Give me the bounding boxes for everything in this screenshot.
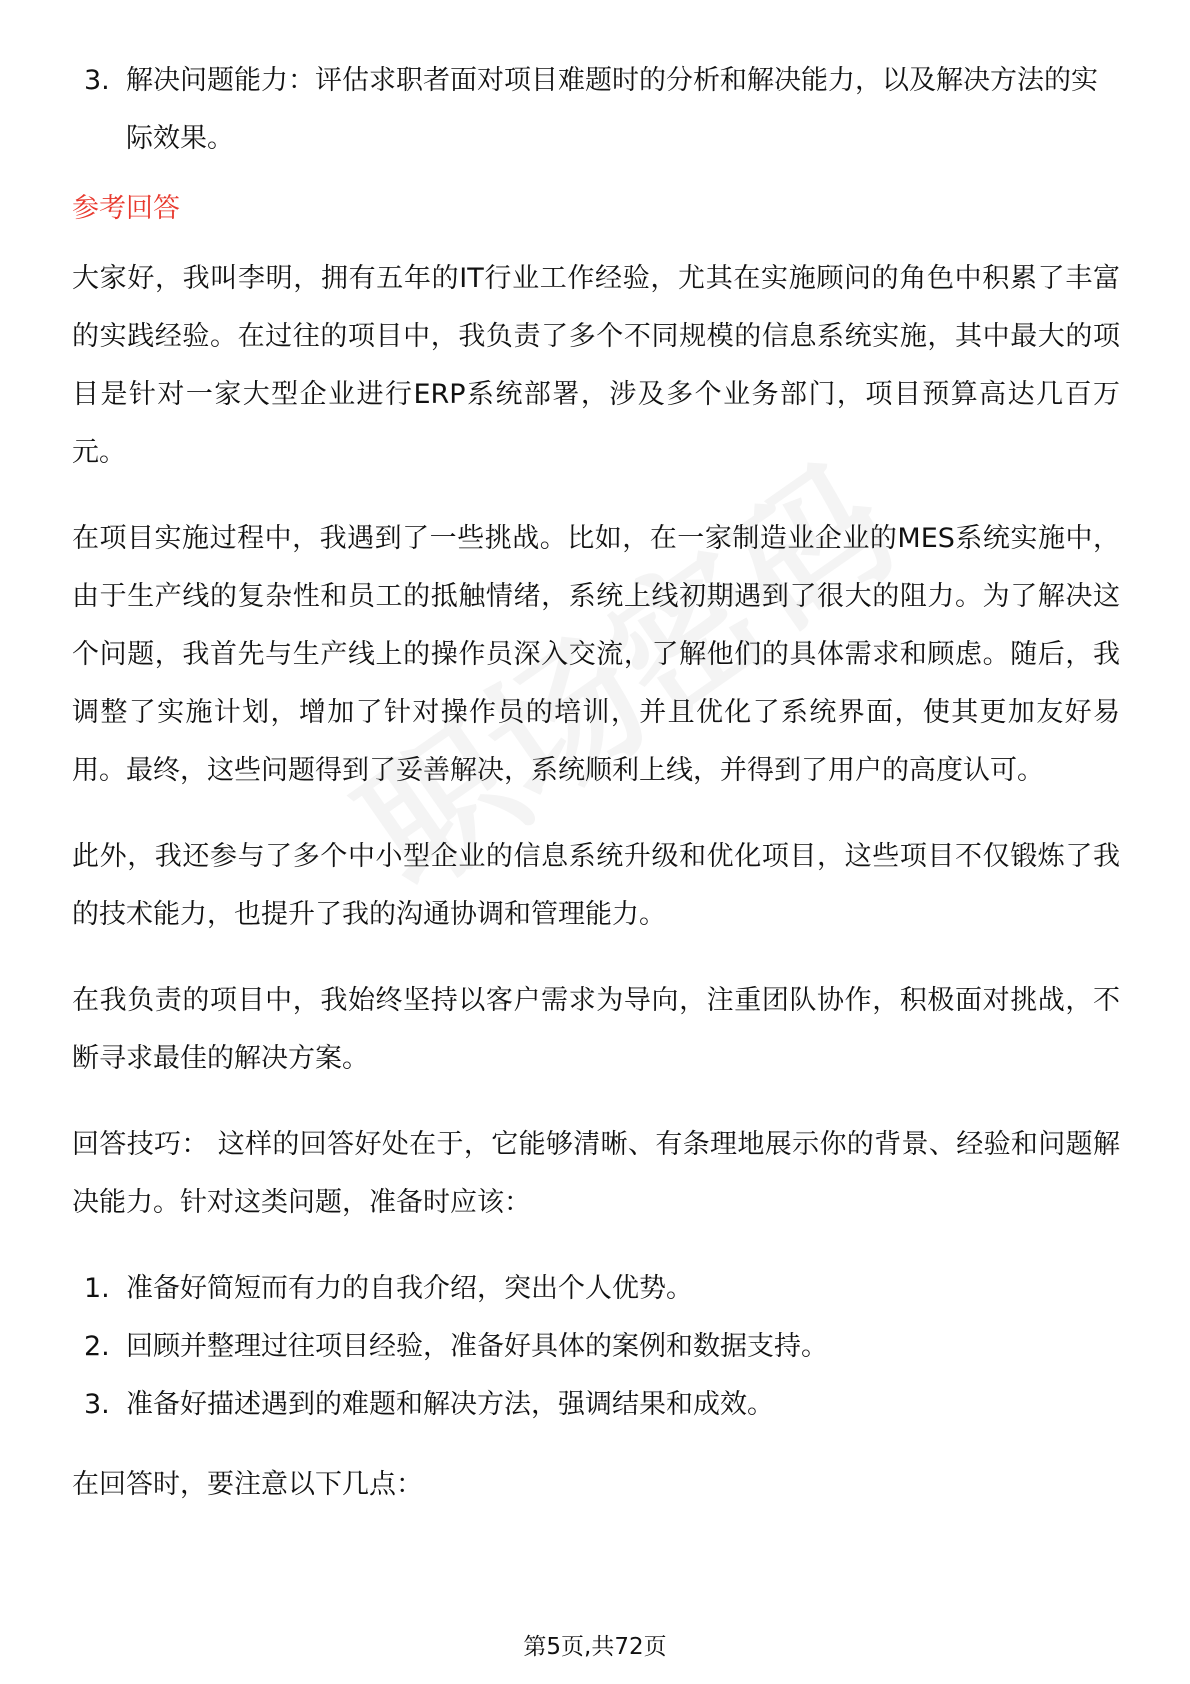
- answer-paragraph-2: 在项目实施过程中，我遇到了一些挑战。比如，在一家制造业企业的MES系统实施中，由于生产线的复杂性和员工的抵触情绪，系统上线初期遇到了很大的阻力。为了解决这个问题，我首先与生产线上的操作员深入交流，了解他们的具体需求和顾虑。随后，我调整了实施计划，增加了针对操作员的培训，并且优化了系统界面，使其更加友好易用。最终，这些问题得到了妥善解决，系统顺利上线，并得到了用户的高度认可。: [72, 523, 1120, 786]
- list-item-text: 准备好描述遇到的难题和解决方法，强调结果和成效。: [126, 1389, 774, 1420]
- list-item: [72, 1318, 1120, 1376]
- list-item: [72, 1260, 1120, 1318]
- page-content: [72, 52, 1120, 1542]
- tips-list: [72, 1260, 1120, 1434]
- page-footer: 第5页,共72页: [523, 1634, 667, 1660]
- list-item: [72, 1376, 1120, 1434]
- section-title: 参考回答: [72, 193, 180, 224]
- list-item-text: 准备好简短而有力的自我介绍，突出个人优势。: [126, 1273, 693, 1304]
- tips-intro-paragraph: 回答技巧： 这样的回答好处在于，它能够清晰、有条理地展示你的背景、经验和问题解决能力。针对这类问题，准备时应该：: [72, 1129, 1120, 1218]
- list-item-number: 2.: [84, 1331, 110, 1362]
- list-item-number: 3.: [84, 1389, 110, 1420]
- list-item-text: 解决问题能力：评估求职者面对项目难题时的分析和解决能力，以及解决方法的实际效果。: [126, 65, 1098, 154]
- closing-line: 在回答时，要注意以下几点：: [72, 1469, 423, 1500]
- list-item-number: 1.: [84, 1273, 110, 1304]
- list-item: [72, 52, 1120, 168]
- list-item-number: 3.: [84, 65, 110, 96]
- list-item-text: 回顾并整理过往项目经验，准备好具体的案例和数据支持。: [126, 1331, 828, 1362]
- answer-paragraph-1: 大家好，我叫李明，拥有五年的IT行业工作经验，尤其在实施顾问的角色中积累了丰富的实践经验。在过往的项目中，我负责了多个不同规模的信息系统实施，其中最大的项目是针对一家大型企业进行ERP系统部署，涉及多个业务部门，项目预算高达几百万元。: [72, 263, 1120, 468]
- answer-paragraph-3: 此外，我还参与了多个中小型企业的信息系统升级和优化项目，这些项目不仅锻炼了我的技术能力，也提升了我的沟通协调和管理能力。: [72, 841, 1120, 930]
- answer-paragraph-4: 在我负责的项目中，我始终坚持以客户需求为导向，注重团队协作，积极面对挑战，不断寻求最佳的解决方案。: [72, 985, 1120, 1074]
- criteria-list: [72, 52, 1120, 168]
